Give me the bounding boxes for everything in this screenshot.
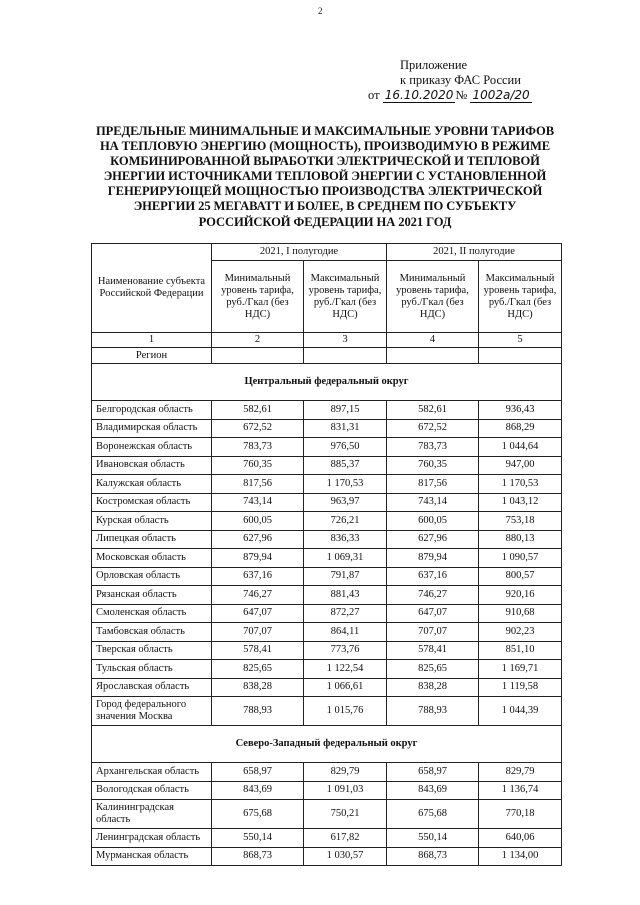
tariff-value: 1 136,74	[479, 781, 562, 800]
table-row	[92, 493, 562, 512]
tariff-value: 726,21	[304, 512, 387, 531]
col-number: 3	[304, 333, 387, 348]
title-line: НА ТЕПЛОВУЮ ЭНЕРГИЮ (МОЩНОСТЬ), ПРОИЗВОДИМУЮ В РЕЖИМЕ	[99, 139, 551, 154]
tariff-value: 746,27	[387, 586, 479, 605]
table-body	[92, 364, 562, 866]
region-name: Ленинградская область	[92, 829, 212, 848]
tariff-value: 1 015,76	[304, 697, 387, 726]
table-row	[92, 641, 562, 660]
region-name: Костромская область	[92, 493, 212, 512]
order-date: 16.10.2020	[384, 88, 454, 102]
empty-cell	[387, 348, 479, 364]
empty-cell	[212, 348, 304, 364]
col-number: 1	[92, 333, 212, 348]
tariff-value: 1 122,54	[304, 660, 387, 679]
tariff-value: 770,18	[479, 800, 562, 829]
tariff-value: 1 043,12	[479, 493, 562, 512]
region-name: Липецкая область	[92, 530, 212, 549]
tariff-value: 791,87	[304, 567, 387, 586]
table-row	[92, 660, 562, 679]
region-name: Орловская область	[92, 567, 212, 586]
tariff-value: 600,05	[387, 512, 479, 531]
tariff-value: 831,31	[304, 419, 387, 438]
tariff-value: 753,18	[479, 512, 562, 531]
tariff-value: 647,07	[387, 604, 479, 623]
tariff-value: 872,27	[304, 604, 387, 623]
tariff-value: 773,76	[304, 641, 387, 660]
tariff-value: 902,23	[479, 623, 562, 642]
tariff-value: 838,28	[212, 678, 304, 697]
tariff-value: 1 030,57	[304, 847, 387, 866]
tariff-value: 936,43	[479, 401, 562, 420]
tariff-value: 578,41	[387, 641, 479, 660]
table-row	[92, 475, 562, 494]
tariff-value: 617,82	[304, 829, 387, 848]
tariff-value: 1 091,03	[304, 781, 387, 800]
tariff-value: 897,15	[304, 401, 387, 420]
tariff-value: 879,94	[387, 549, 479, 568]
tariff-value: 672,52	[387, 419, 479, 438]
table-row	[92, 438, 562, 457]
empty-cell	[479, 348, 562, 364]
title-line: РОССИЙСКОЙ ФЕДЕРАЦИИ НА 2021 ГОД	[198, 214, 452, 229]
region-name: Ивановская область	[92, 456, 212, 475]
region-name: Тверская область	[92, 641, 212, 660]
tariff-value: 817,56	[387, 475, 479, 494]
region-name: Архангельская область	[92, 763, 212, 782]
tariff-value: 582,61	[387, 401, 479, 420]
table-row	[92, 829, 562, 848]
number-prefix: №	[455, 88, 468, 102]
col-number: 5	[479, 333, 562, 348]
tariff-value: 707,07	[387, 623, 479, 642]
tariff-value: 707,07	[212, 623, 304, 642]
tariff-value: 788,93	[212, 697, 304, 726]
col-header-max2: Максимальный уровень тарифа, руб./Гкал (без НДС)	[479, 261, 562, 333]
tariff-value: 658,97	[387, 763, 479, 782]
tariff-value: 851,10	[479, 641, 562, 660]
tariff-value: 760,35	[212, 456, 304, 475]
tariff-value: 1 170,53	[479, 475, 562, 494]
col-number: 2	[212, 333, 304, 348]
region-name: Ярославская область	[92, 678, 212, 697]
tariff-value: 868,73	[212, 847, 304, 866]
col-header-min1: Минимальный уровень тарифа, руб./Гкал (без НДС)	[212, 261, 304, 333]
appendix-title: Приложение	[400, 58, 468, 72]
col-header-min2: Минимальный уровень тарифа, руб./Гкал (без НДС)	[387, 261, 479, 333]
tariff-value: 658,97	[212, 763, 304, 782]
tariff-value: 838,28	[387, 678, 479, 697]
tariff-value: 1 066,61	[304, 678, 387, 697]
tariff-value: 743,14	[387, 493, 479, 512]
document-title	[90, 124, 560, 230]
tariff-value: 675,68	[387, 800, 479, 829]
col-header-name: Наименование субъекта Российской Федерации	[92, 244, 212, 333]
region-name: Московская область	[92, 549, 212, 568]
tariff-value: 825,65	[387, 660, 479, 679]
tariff-value: 1 044,64	[479, 438, 562, 457]
appendix-date-line	[360, 88, 570, 103]
tariff-value: 1 044,39	[479, 697, 562, 726]
district-name: Центральный федеральный округ	[92, 364, 562, 401]
table-row	[92, 419, 562, 438]
tariff-value: 637,16	[212, 567, 304, 586]
table-row	[92, 847, 562, 866]
region-name: Рязанская область	[92, 586, 212, 605]
tariff-value: 600,05	[212, 512, 304, 531]
tariff-value: 1 134,00	[479, 847, 562, 866]
region-name: Мурманская область	[92, 847, 212, 866]
appendix-order-ref: к приказу ФАС России	[400, 73, 521, 87]
tariff-table-wrap	[91, 243, 561, 866]
tariff-value: 880,13	[479, 530, 562, 549]
title-line: КОМБИНИРОВАННОЙ ВЫРАБОТКИ ЭЛЕКТРИЧЕСКОЙ И ТЕПЛОВОЙ	[110, 154, 540, 169]
empty-cell	[304, 348, 387, 364]
tariff-value: 1 090,57	[479, 549, 562, 568]
region-label: Регион	[92, 348, 212, 364]
tariff-value: 868,29	[479, 419, 562, 438]
table-row	[92, 512, 562, 531]
tariff-value: 1 170,53	[304, 475, 387, 494]
table-row	[92, 401, 562, 420]
tariff-value: 920,16	[479, 586, 562, 605]
tariff-value: 627,96	[387, 530, 479, 549]
tariff-value: 836,33	[304, 530, 387, 549]
table-row	[92, 781, 562, 800]
table-row	[92, 586, 562, 605]
region-name: Смоленская область	[92, 604, 212, 623]
tariff-value: 976,50	[304, 438, 387, 457]
appendix-block	[360, 58, 570, 103]
table-row	[92, 530, 562, 549]
tariff-table	[91, 243, 562, 866]
table-row	[92, 549, 562, 568]
region-name: Владимирская область	[92, 419, 212, 438]
tariff-value: 675,68	[212, 800, 304, 829]
col-header-max1: Максимальный уровень тарифа, руб./Гкал (без НДС)	[304, 261, 387, 333]
region-name: Курская область	[92, 512, 212, 531]
tariff-value: 1 169,71	[479, 660, 562, 679]
tariff-value: 879,94	[212, 549, 304, 568]
tariff-value: 800,57	[479, 567, 562, 586]
tariff-value: 1 069,31	[304, 549, 387, 568]
title-line: ЭНЕРГИИ ИСТОЧНИКАМИ ТЕПЛОВОЙ ЭНЕРГИИ С УСТАНОВЛЕННОЙ	[103, 169, 547, 184]
tariff-value: 910,68	[479, 604, 562, 623]
region-name: Тамбовская область	[92, 623, 212, 642]
tariff-value: 885,37	[304, 456, 387, 475]
title-line: ЭНЕРГИИ 25 МЕГАВАТТ И БОЛЕЕ, В СРЕДНЕМ ПО СУБЪЕКТУ	[133, 199, 517, 214]
table-row	[92, 567, 562, 586]
col-header-half1: 2021, I полугодие	[212, 244, 387, 261]
tariff-value: 864,11	[304, 623, 387, 642]
region-name: Белгородская область	[92, 401, 212, 420]
page-number: 2	[318, 6, 323, 16]
tariff-value: 1 119,58	[479, 678, 562, 697]
region-name: Воронежская область	[92, 438, 212, 457]
district-row	[92, 726, 562, 763]
region-name: Тульская область	[92, 660, 212, 679]
tariff-value: 640,06	[479, 829, 562, 848]
tariff-value: 963,97	[304, 493, 387, 512]
district-name: Северо-Западный федеральный округ	[92, 726, 562, 763]
region-name: Город федерального значения Москва	[92, 697, 212, 726]
tariff-value: 843,69	[212, 781, 304, 800]
region-name: Калининградская область	[92, 800, 212, 829]
tariff-value: 550,14	[387, 829, 479, 848]
tariff-value: 760,35	[387, 456, 479, 475]
tariff-value: 627,96	[212, 530, 304, 549]
tariff-value: 578,41	[212, 641, 304, 660]
tariff-value: 550,14	[212, 829, 304, 848]
tariff-value: 783,73	[387, 438, 479, 457]
tariff-value: 750,21	[304, 800, 387, 829]
tariff-value: 582,61	[212, 401, 304, 420]
tariff-value: 868,73	[387, 847, 479, 866]
order-number: 1002а/20	[472, 88, 530, 102]
table-row	[92, 456, 562, 475]
tariff-value: 746,27	[212, 586, 304, 605]
col-header-half2: 2021, II полугодие	[387, 244, 562, 261]
region-name: Вологодская область	[92, 781, 212, 800]
tariff-value: 881,43	[304, 586, 387, 605]
title-line: ПРЕДЕЛЬНЫЕ МИНИМАЛЬНЫЕ И МАКСИМАЛЬНЫЕ УРОВНИ ТАРИФОВ	[95, 124, 555, 138]
tariff-value: 947,00	[479, 456, 562, 475]
table-row	[92, 697, 562, 726]
tariff-value: 817,56	[212, 475, 304, 494]
tariff-value: 647,07	[212, 604, 304, 623]
tariff-value: 788,93	[387, 697, 479, 726]
date-prefix: от	[368, 88, 380, 102]
district-row	[92, 364, 562, 401]
tariff-value: 672,52	[212, 419, 304, 438]
table-row	[92, 623, 562, 642]
tariff-value: 843,69	[387, 781, 479, 800]
table-row	[92, 604, 562, 623]
table-row	[92, 763, 562, 782]
table-row	[92, 800, 562, 829]
col-number: 4	[387, 333, 479, 348]
tariff-value: 829,79	[304, 763, 387, 782]
tariff-value: 637,16	[387, 567, 479, 586]
region-name: Калужская область	[92, 475, 212, 494]
title-line: ГЕНЕРИРУЮЩЕЙ МОЩНОСТЬЮ ПРОИЗВОДСТВА ЭЛЕКТРИЧЕСКОЙ	[107, 184, 543, 199]
tariff-value: 743,14	[212, 493, 304, 512]
tariff-value: 783,73	[212, 438, 304, 457]
tariff-value: 825,65	[212, 660, 304, 679]
table-row	[92, 678, 562, 697]
tariff-value: 829,79	[479, 763, 562, 782]
